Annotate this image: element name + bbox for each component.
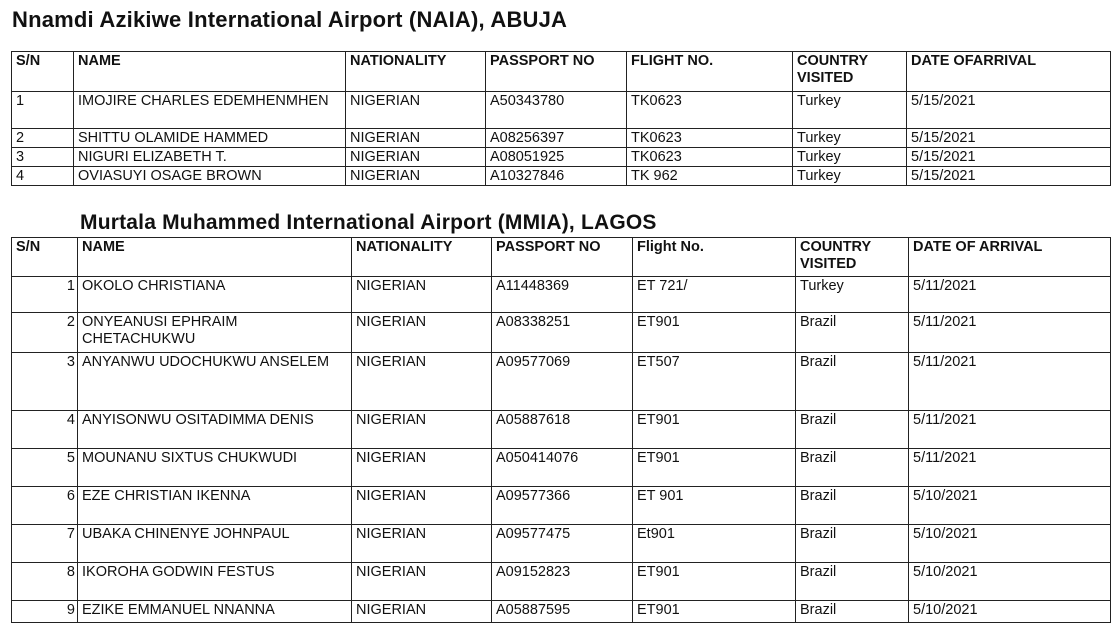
- cell-country-visited: Brazil: [796, 487, 909, 525]
- table-row: [12, 411, 1111, 449]
- cell-flight-no: TK0623: [627, 148, 793, 167]
- header-date-of-arrival: DATE OF ARRIVAL: [909, 238, 1111, 277]
- cell-name: OVIASUYI OSAGE BROWN: [74, 167, 346, 186]
- cell-passport-no: A08051925: [486, 148, 627, 167]
- cell-sn: 9: [12, 601, 78, 623]
- cell-flight-no: ET 721/: [633, 277, 796, 313]
- cell-sn: 8: [12, 563, 78, 601]
- cell-sn: 6: [12, 487, 78, 525]
- cell-flight-no: TK0623: [627, 92, 793, 129]
- lagos-header-row: [12, 238, 1111, 277]
- header-country-visited: COUNTRY VISITED: [793, 52, 907, 92]
- cell-sn: 5: [12, 449, 78, 487]
- table-row: [12, 148, 1111, 167]
- lagos-airport-title: Murtala Muhammed International Airport (MMIA), LAGOS: [80, 211, 657, 234]
- cell-date-of-arrival: 5/11/2021: [909, 449, 1111, 487]
- table-row: [12, 525, 1111, 563]
- cell-nationality: NIGERIAN: [352, 487, 492, 525]
- cell-passport-no: A09577366: [492, 487, 633, 525]
- cell-country-visited: Turkey: [793, 92, 907, 129]
- cell-date-of-arrival: 5/10/2021: [909, 601, 1111, 623]
- cell-date-of-arrival: 5/15/2021: [907, 129, 1111, 148]
- cell-date-of-arrival: 5/15/2021: [907, 167, 1111, 186]
- cell-passport-no: A11448369: [492, 277, 633, 313]
- cell-sn: 2: [12, 129, 74, 148]
- cell-flight-no: ET901: [633, 411, 796, 449]
- cell-date-of-arrival: 5/15/2021: [907, 148, 1111, 167]
- cell-name: NIGURI ELIZABETH T.: [74, 148, 346, 167]
- cell-name: EZIKE EMMANUEL NNANNA: [78, 601, 352, 623]
- cell-flight-no: ET901: [633, 563, 796, 601]
- cell-name: ONYEANUSI EPHRAIM CHETACHUKWU: [78, 313, 352, 353]
- cell-flight-no: Et901: [633, 525, 796, 563]
- cell-name: IMOJIRE CHARLES EDEMHENMHEN: [74, 92, 346, 129]
- table-row: [12, 313, 1111, 353]
- cell-date-of-arrival: 5/11/2021: [909, 353, 1111, 411]
- cell-nationality: NIGERIAN: [346, 129, 486, 148]
- header-country-visited: COUNTRY VISITED: [796, 238, 909, 277]
- cell-sn: 1: [12, 277, 78, 313]
- cell-country-visited: Turkey: [793, 129, 907, 148]
- cell-nationality: NIGERIAN: [352, 525, 492, 563]
- header-sn: S/N: [12, 52, 74, 92]
- cell-flight-no: ET901: [633, 449, 796, 487]
- table-row: [12, 277, 1111, 313]
- cell-flight-no: ET507: [633, 353, 796, 411]
- abuja-passenger-table: [11, 51, 1111, 186]
- cell-country-visited: Turkey: [793, 167, 907, 186]
- table-row: [12, 353, 1111, 411]
- cell-flight-no: ET901: [633, 313, 796, 353]
- cell-flight-no: ET 901: [633, 487, 796, 525]
- lagos-passenger-table: [11, 237, 1111, 623]
- cell-country-visited: Brazil: [796, 449, 909, 487]
- cell-name: ANYANWU UDOCHUKWU ANSELEM: [78, 353, 352, 411]
- cell-flight-no: ET901: [633, 601, 796, 623]
- cell-name: UBAKA CHINENYE JOHNPAUL: [78, 525, 352, 563]
- cell-name: MOUNANU SIXTUS CHUKWUDI: [78, 449, 352, 487]
- cell-passport-no: A09577069: [492, 353, 633, 411]
- cell-nationality: NIGERIAN: [346, 167, 486, 186]
- cell-date-of-arrival: 5/11/2021: [909, 313, 1111, 353]
- cell-passport-no: A10327846: [486, 167, 627, 186]
- cell-sn: 7: [12, 525, 78, 563]
- cell-nationality: NIGERIAN: [352, 313, 492, 353]
- cell-date-of-arrival: 5/10/2021: [909, 525, 1111, 563]
- cell-passport-no: A08256397: [486, 129, 627, 148]
- cell-name: SHITTU OLAMIDE HAMMED: [74, 129, 346, 148]
- cell-country-visited: Turkey: [793, 148, 907, 167]
- cell-country-visited: Brazil: [796, 525, 909, 563]
- cell-country-visited: Brazil: [796, 411, 909, 449]
- table-row: [12, 487, 1111, 525]
- cell-sn: 4: [12, 411, 78, 449]
- cell-date-of-arrival: 5/11/2021: [909, 411, 1111, 449]
- cell-passport-no: A09577475: [492, 525, 633, 563]
- cell-date-of-arrival: 5/15/2021: [907, 92, 1111, 129]
- table-row: [12, 563, 1111, 601]
- table-row: [12, 449, 1111, 487]
- header-date-of-arrival: DATE OFARRIVAL: [907, 52, 1111, 92]
- cell-date-of-arrival: 5/10/2021: [909, 563, 1111, 601]
- cell-nationality: NIGERIAN: [346, 92, 486, 129]
- cell-nationality: NIGERIAN: [352, 601, 492, 623]
- cell-country-visited: Brazil: [796, 563, 909, 601]
- cell-passport-no: A09152823: [492, 563, 633, 601]
- cell-country-visited: Brazil: [796, 353, 909, 411]
- cell-sn: 2: [12, 313, 78, 353]
- header-sn: S/N: [12, 238, 78, 277]
- table-row: [12, 129, 1111, 148]
- cell-passport-no: A05887618: [492, 411, 633, 449]
- cell-country-visited: Brazil: [796, 601, 909, 623]
- cell-date-of-arrival: 5/11/2021: [909, 277, 1111, 313]
- cell-nationality: NIGERIAN: [352, 563, 492, 601]
- table-row: [12, 601, 1111, 623]
- cell-country-visited: Brazil: [796, 313, 909, 353]
- table-row: [12, 167, 1111, 186]
- cell-country-visited: Turkey: [796, 277, 909, 313]
- cell-sn: 3: [12, 148, 74, 167]
- cell-passport-no: A05887595: [492, 601, 633, 623]
- cell-name: EZE CHRISTIAN IKENNA: [78, 487, 352, 525]
- header-flight-no: Flight No.: [633, 238, 796, 277]
- table-row: [12, 92, 1111, 129]
- abuja-airport-title: Nnamdi Azikiwe International Airport (NAIA), ABUJA: [12, 7, 568, 32]
- cell-nationality: NIGERIAN: [352, 411, 492, 449]
- cell-passport-no: A08338251: [492, 313, 633, 353]
- cell-nationality: NIGERIAN: [352, 277, 492, 313]
- header-passport-no: PASSPORT NO: [492, 238, 633, 277]
- cell-passport-no: A050414076: [492, 449, 633, 487]
- header-passport-no: PASSPORT NO: [486, 52, 627, 92]
- abuja-header-row: [12, 52, 1111, 92]
- cell-name: IKOROHA GODWIN FESTUS: [78, 563, 352, 601]
- header-name: NAME: [74, 52, 346, 92]
- cell-flight-no: TK0623: [627, 129, 793, 148]
- header-flight-no: FLIGHT NO.: [627, 52, 793, 92]
- cell-passport-no: A50343780: [486, 92, 627, 129]
- header-name: NAME: [78, 238, 352, 277]
- cell-date-of-arrival: 5/10/2021: [909, 487, 1111, 525]
- cell-sn: 1: [12, 92, 74, 129]
- cell-nationality: NIGERIAN: [346, 148, 486, 167]
- cell-nationality: NIGERIAN: [352, 353, 492, 411]
- cell-flight-no: TK 962: [627, 167, 793, 186]
- cell-name: ANYISONWU OSITADIMMA DENIS: [78, 411, 352, 449]
- header-nationality: NATIONALITY: [352, 238, 492, 277]
- cell-sn: 4: [12, 167, 74, 186]
- cell-nationality: NIGERIAN: [352, 449, 492, 487]
- cell-sn: 3: [12, 353, 78, 411]
- cell-name: OKOLO CHRISTIANA: [78, 277, 352, 313]
- header-nationality: NATIONALITY: [346, 52, 486, 92]
